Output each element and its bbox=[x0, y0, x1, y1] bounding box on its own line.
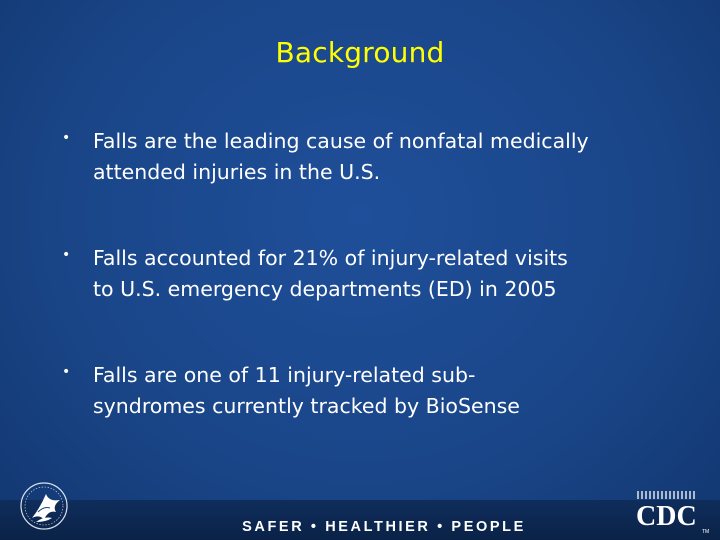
footer-tagline: SAFER • HEALTHIER • PEOPLE bbox=[242, 519, 526, 535]
bullet-text bbox=[93, 126, 683, 188]
bullet-marker: • bbox=[62, 364, 71, 380]
bullet-marker: • bbox=[62, 247, 71, 263]
bullet-line: attended injuries in the U.S. bbox=[93, 160, 381, 184]
bullet-line: Falls accounted for 21% of injury-related visits bbox=[93, 246, 568, 270]
bullet-line: Falls are the leading cause of nonfatal medically bbox=[93, 129, 589, 153]
bullet-line: to U.S. emergency departments (ED) in 2005 bbox=[93, 277, 557, 301]
bullet-text bbox=[93, 360, 683, 422]
trademark-mark: TM bbox=[702, 529, 710, 535]
cdc-logo-text: CDC bbox=[636, 501, 697, 532]
bullet-line: Falls are one of 11 injury-related sub- bbox=[93, 363, 476, 387]
bullet-text bbox=[93, 243, 683, 305]
slide-title: Background bbox=[275, 36, 445, 69]
bullet-line: syndromes currently tracked by BioSense bbox=[93, 394, 520, 418]
hhs-eagle-logo-icon bbox=[16, 478, 78, 534]
bullet-marker: • bbox=[62, 130, 71, 146]
cdc-logo bbox=[632, 489, 712, 537]
